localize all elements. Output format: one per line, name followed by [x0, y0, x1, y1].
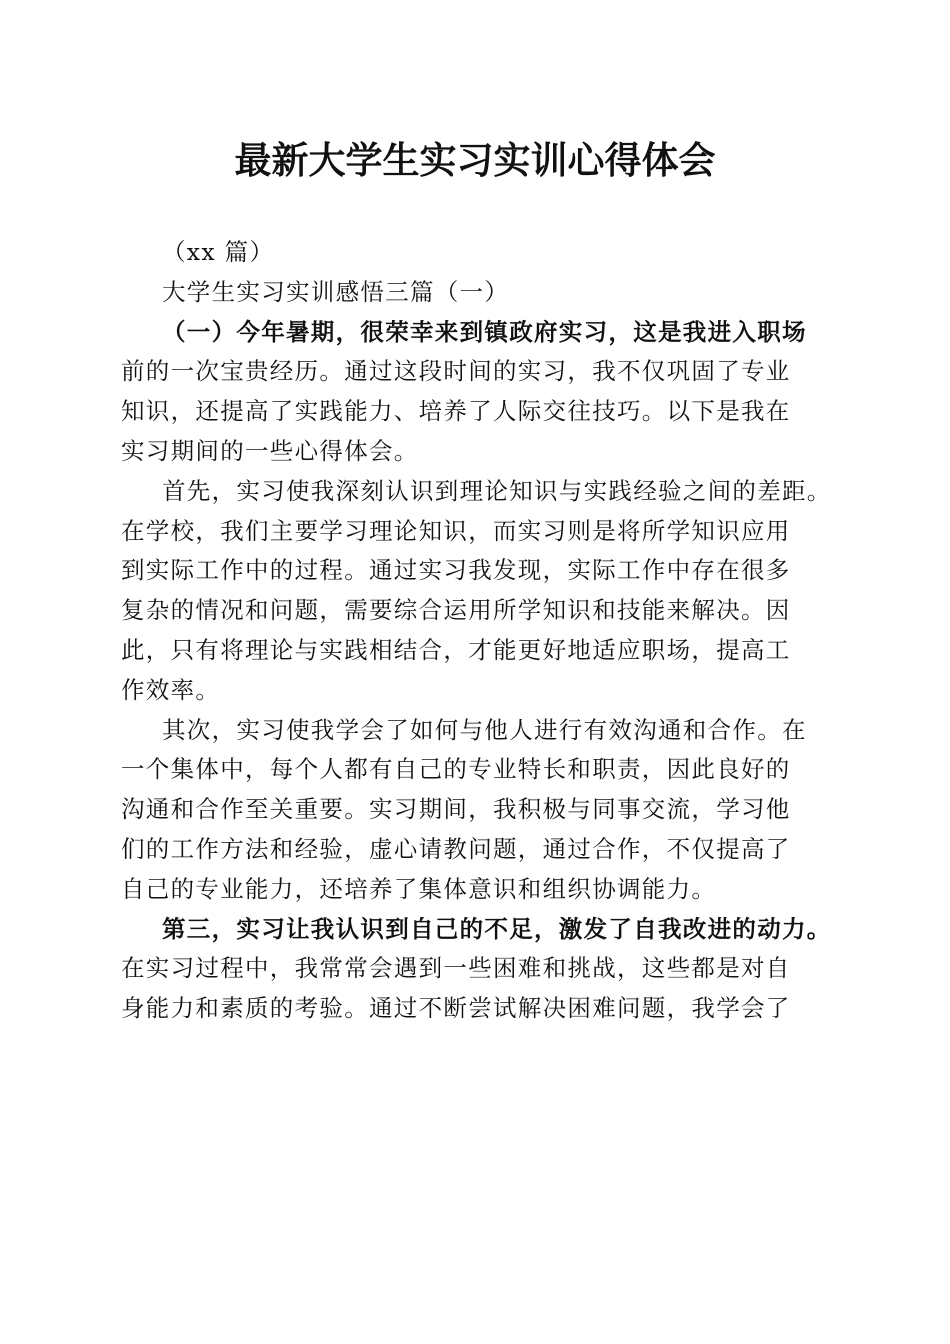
text-line: 一个集体中，每个人都有自己的专业特长和职责，因此良好的 — [121, 755, 791, 784]
paragraph-third — [121, 910, 837, 1029]
text-line: 此，只有将理论与实践相结合，才能更好地适应职场，提高工 — [121, 635, 791, 664]
text-line: 自己的专业能力，还培养了集体意识和组织协调能力。 — [121, 874, 717, 903]
text-line: （xx 篇） — [162, 238, 275, 266]
text-line: 在学校，我们主要学习理论知识，而实习则是将所学知识应用 — [121, 516, 791, 545]
text-line: 沟通和合作至关重要。实习期间，我积极与同事交流，学习他 — [121, 795, 791, 824]
text-line: 到实际工作中的过程。通过实习我发现，实际工作中存在很多 — [121, 556, 791, 585]
text-line: 身能力和素质的考验。通过不断尝试解决困难问题，我学会了 — [121, 994, 791, 1023]
paragraph-first — [121, 472, 837, 711]
text-line: 首先，实习使我深刻认识到理论知识与实践经验之间的差距。 — [162, 476, 832, 505]
document-body — [121, 233, 837, 1029]
text-line: 第三，实习让我认识到自己的不足，激发了自我改进的动力。 — [162, 914, 832, 943]
document-title: 最新大学生实习实训心得体会 — [234, 138, 716, 182]
text-line: 前的一次宝贵经历。通过这段时间的实习，我不仅巩固了专业 — [121, 357, 791, 386]
text-line: 大学生实习实训感悟三篇（一） — [162, 277, 510, 306]
text-line: 们的工作方法和经验，虚心请教问题，通过合作，不仅提高了 — [121, 834, 791, 863]
paragraph-second — [121, 711, 837, 910]
text-line: 其次，实习使我学会了如何与他人进行有效沟通和合作。在 — [162, 715, 807, 744]
text-line: （一）今年暑期，很荣幸来到镇政府实习，这是我进入职场 — [162, 317, 807, 346]
paragraph-subtitle — [121, 273, 837, 313]
paragraph-intro — [121, 313, 837, 472]
paragraph-count — [121, 233, 837, 273]
text-line: 在实习过程中，我常常会遇到一些困难和挑战，这些都是对自 — [121, 954, 791, 983]
text-line: 复杂的情况和问题，需要综合运用所学知识和技能来解决。因 — [121, 596, 791, 625]
text-line: 实习期间的一些心得体会。 — [121, 436, 419, 465]
text-line: 知识，还提高了实践能力、培养了人际交往技巧。以下是我在 — [121, 397, 791, 426]
text-line: 作效率。 — [121, 675, 221, 704]
